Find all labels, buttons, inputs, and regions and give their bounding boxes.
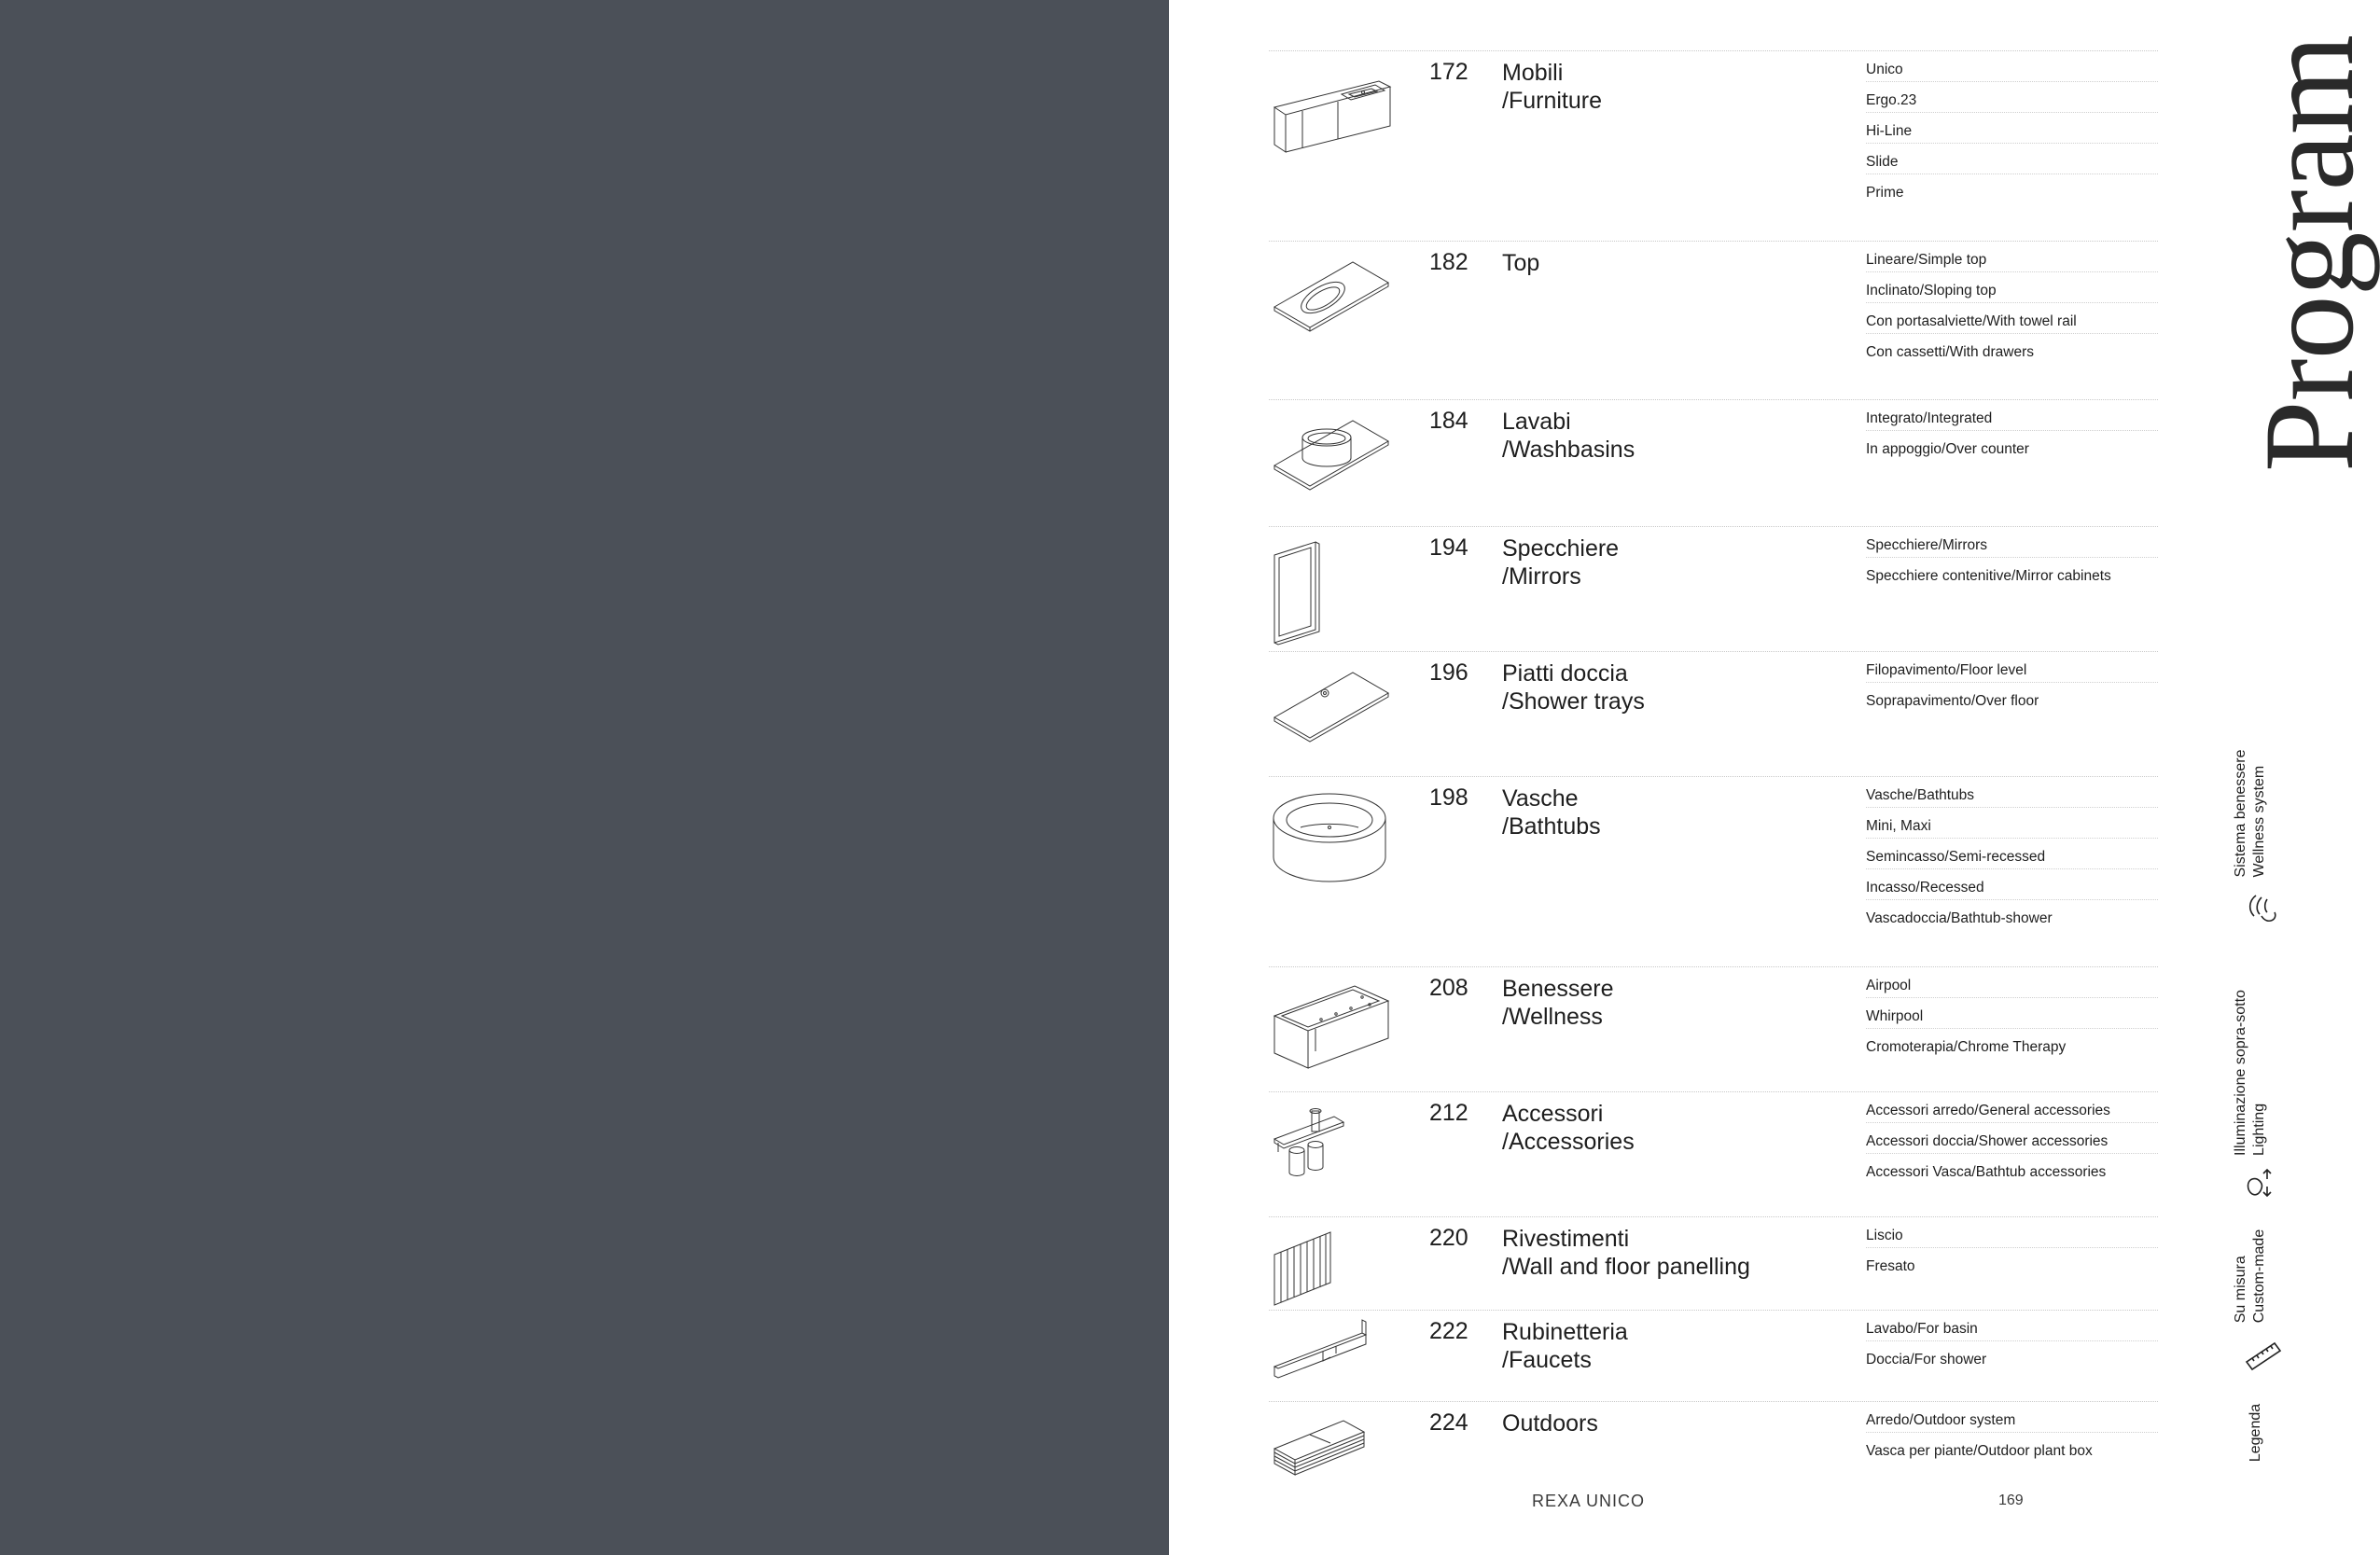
section-title: [1502, 975, 1614, 1031]
accessories-icon: [1269, 1102, 1390, 1223]
page-number: 169: [1998, 1493, 2024, 1508]
title-italian: Specchiere: [1502, 535, 1620, 562]
legend-custom-label: Su misura Custom-made: [2233, 1229, 2267, 1324]
washbasin-icon: [1269, 410, 1390, 531]
list-item[interactable]: Lineare/Simple top: [1866, 242, 2158, 272]
list-item[interactable]: Fresato: [1866, 1258, 1915, 1274]
legend-title: Legenda: [2248, 1403, 2263, 1463]
title-italian: Lavabi: [1502, 409, 1571, 435]
list-item[interactable]: Lavabo/For basin: [1866, 1311, 2158, 1341]
title-italian: Accessori: [1502, 1101, 1604, 1127]
section-page-number: 196: [1429, 659, 1468, 686]
subcategory-list: [1866, 51, 2158, 205]
section-faucets: [1269, 1310, 2158, 1402]
list-item[interactable]: Cromoterapia/Chrome Therapy: [1866, 1039, 2067, 1055]
section-page-number: 208: [1429, 975, 1468, 1001]
title-english: /Faucets: [1502, 1347, 1592, 1373]
section-accessories: [1269, 1091, 2158, 1217]
title-english: /Furniture: [1502, 88, 1602, 114]
section-shower-trays: [1269, 651, 2158, 777]
subcategory-list: [1866, 777, 2158, 931]
section-title: [1502, 1409, 1598, 1437]
subcategory-list: [1866, 242, 2158, 365]
list-item[interactable]: Filopavimento/Floor level: [1866, 652, 2158, 683]
list-item[interactable]: Con portasalviette/With towel rail: [1866, 303, 2158, 334]
section-mirrors: [1269, 526, 2158, 652]
list-item[interactable]: Specchiere/Mirrors: [1866, 527, 2158, 558]
section-top: [1269, 241, 2158, 400]
subcategory-list: [1866, 652, 2158, 714]
dark-gray-panel: [0, 0, 1169, 1555]
title-italian: Mobili: [1502, 60, 1564, 86]
section-title: [1502, 1318, 1628, 1374]
section-title: [1502, 249, 1539, 277]
list-item[interactable]: Mini, Maxi: [1866, 808, 2158, 839]
list-item[interactable]: Integrato/Integrated: [1866, 400, 2158, 431]
list-item[interactable]: Con cassetti/With drawers: [1866, 344, 2035, 360]
section-title: [1502, 1100, 1635, 1156]
title-english: /Wellness: [1502, 1004, 1603, 1030]
title-italian: Piatti doccia: [1502, 660, 1628, 687]
subcategory-list: [1866, 1217, 2158, 1279]
title-italian: Top: [1502, 250, 1540, 276]
title-english: /Washbasins: [1502, 437, 1635, 463]
mirror-icon: [1269, 536, 1390, 658]
list-item[interactable]: Vascadoccia/Bathtub-shower: [1866, 910, 2053, 926]
section-page-number: 172: [1429, 59, 1468, 85]
title-english: /Mirrors: [1502, 563, 1581, 590]
section-page-number: 222: [1429, 1318, 1468, 1344]
wellness-waves-icon: [2243, 888, 2284, 929]
title-english: /Bathtubs: [1502, 813, 1601, 840]
wellness-tub-icon: [1269, 977, 1390, 1098]
section-page-number: 224: [1429, 1409, 1468, 1436]
section-page-number: 184: [1429, 408, 1468, 434]
legend-lighting-label: Illuminazione sopra-sotto Lighting: [2233, 990, 2267, 1156]
list-item[interactable]: Semincasso/Semi-recessed: [1866, 839, 2158, 869]
section-page-number: 182: [1429, 249, 1468, 275]
subcategory-list: [1866, 1402, 2158, 1464]
title-italian: Outdoors: [1502, 1410, 1598, 1437]
list-item[interactable]: Prime: [1866, 185, 1904, 201]
title-italian: Vasche: [1502, 785, 1579, 812]
page-title: Program: [2237, 35, 2380, 473]
list-item[interactable]: Slide: [1866, 144, 2158, 174]
legend-wellness-label: Sistema benessere Wellness system: [2233, 749, 2267, 878]
title-italian: Benessere: [1502, 976, 1614, 1002]
subcategory-list: [1866, 1311, 2158, 1372]
outdoor-box-icon: [1269, 1411, 1390, 1533]
subcategory-list: [1866, 527, 2158, 589]
list-item[interactable]: Doccia/For shower: [1866, 1352, 1987, 1368]
section-bathtubs: [1269, 776, 2158, 967]
list-item[interactable]: Soprapavimento/Over floor: [1866, 693, 2039, 709]
list-item[interactable]: Whirpool: [1866, 998, 2158, 1029]
footer-brand: REXA UNICO: [1532, 1492, 1646, 1510]
section-washbasins: [1269, 399, 2158, 527]
section-title: [1502, 59, 1602, 115]
list-item[interactable]: Unico: [1866, 51, 2158, 82]
list-item[interactable]: Accessori Vasca/Bathtub accessories: [1866, 1164, 2107, 1180]
lighting-bulb-icon: [2243, 1162, 2284, 1203]
section-page-number: 212: [1429, 1100, 1468, 1126]
list-item[interactable]: In appoggio/Over counter: [1866, 441, 2029, 457]
shower-tray-icon: [1269, 661, 1390, 783]
section-page-number: 194: [1429, 535, 1468, 561]
list-item[interactable]: Vasca per piante/Outdoor plant box: [1866, 1443, 2093, 1459]
section-wall-panelling: [1269, 1216, 2158, 1311]
section-outdoors: [1269, 1401, 2158, 1482]
list-item[interactable]: Arredo/Outdoor system: [1866, 1402, 2158, 1433]
bathtub-round-icon: [1269, 786, 1390, 908]
list-item[interactable]: Vasche/Bathtubs: [1866, 777, 2158, 808]
subcategory-list: [1866, 967, 2158, 1060]
list-item[interactable]: Hi-Line: [1866, 113, 2158, 144]
section-title: [1502, 408, 1635, 464]
section-page-number: 220: [1429, 1225, 1468, 1251]
section-page-number: 198: [1429, 784, 1468, 811]
title-italian: Rivestimenti: [1502, 1226, 1630, 1252]
section-title: [1502, 1225, 1750, 1281]
list-item[interactable]: Airpool: [1866, 967, 2158, 998]
list-item[interactable]: Inclinato/Sloping top: [1866, 272, 2158, 303]
subcategory-list: [1866, 400, 2158, 462]
list-item[interactable]: Incasso/Recessed: [1866, 869, 2158, 900]
section-furniture: [1269, 50, 2158, 242]
list-item[interactable]: Specchiere contenitive/Mirror cabinets: [1866, 568, 2111, 584]
subcategory-list: [1866, 1092, 2158, 1185]
top-slab-icon: [1269, 251, 1390, 372]
list-item[interactable]: Accessori doccia/Shower accessories: [1866, 1123, 2158, 1154]
section-title: [1502, 535, 1619, 590]
title-english: /Wall and floor panelling: [1502, 1254, 1750, 1280]
section-title: [1502, 659, 1645, 715]
section-title: [1502, 784, 1601, 840]
title-english: /Shower trays: [1502, 688, 1645, 715]
furniture-cabinet-icon: [1269, 61, 1390, 182]
list-item[interactable]: Accessori arredo/General accessories: [1866, 1092, 2158, 1123]
ruler-icon: [2243, 1334, 2284, 1375]
list-item[interactable]: Liscio: [1866, 1217, 2158, 1248]
title-italian: Rubinetteria: [1502, 1319, 1628, 1345]
title-english: /Accessories: [1502, 1129, 1635, 1155]
section-wellness: [1269, 966, 2158, 1092]
list-item[interactable]: Ergo.23: [1866, 82, 2158, 113]
